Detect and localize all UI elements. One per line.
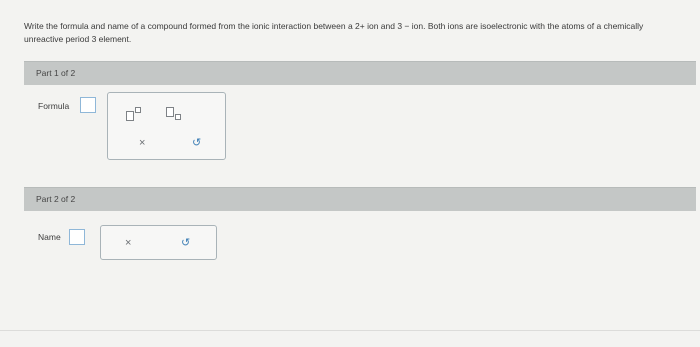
name-toolbar-panel [100,225,217,260]
part-2-header [24,187,696,211]
formula-input[interactable] [80,97,96,113]
undo-icon[interactable]: ↺ [192,137,202,149]
part-1-header [24,61,696,85]
clear-button[interactable]: × [139,137,146,149]
part-2-label: Part 2 of 2 [36,194,76,204]
question-text: Write the formula and name of a compound formed from the ionic interaction between a 2+ ion and 3 − ion. Both ions are isoelectronic with the atoms of a chemically unreactive period 3 element. [24,21,644,44]
part-1-label: Part 1 of 2 [36,68,76,78]
undo-icon[interactable]: ↺ [181,237,191,249]
name-input[interactable] [69,229,85,245]
subscript-base-box [166,107,174,117]
clear-button[interactable]: × [125,237,132,249]
subscript-index-box [175,114,181,120]
superscript-base-box [126,111,134,121]
name-label: Name [38,232,61,242]
superscript-exponent-box [135,107,141,113]
formula-label: Formula [38,101,70,111]
page-divider [0,330,700,331]
formula-toolbar-panel [107,92,226,160]
